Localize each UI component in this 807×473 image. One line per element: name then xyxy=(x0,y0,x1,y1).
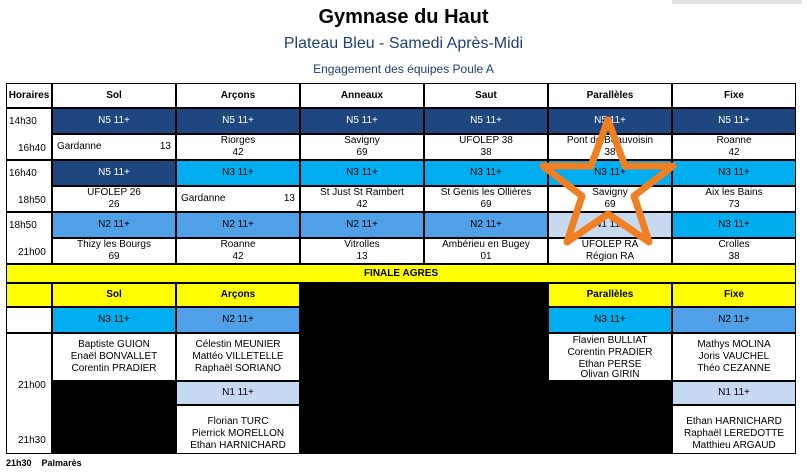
category-cell: N5 11+ xyxy=(672,108,796,134)
gymnast-name: Raphaël SORIANO xyxy=(194,363,282,374)
finale-gymnasts-arcons xyxy=(176,333,300,381)
finale-cat-time-cell xyxy=(6,307,52,333)
team-name: Roanne xyxy=(716,135,752,146)
team-name: Vitrolles xyxy=(344,239,380,250)
team-cell xyxy=(672,134,796,160)
team-cell xyxy=(672,186,796,212)
team-cell xyxy=(672,238,796,264)
team-cell xyxy=(300,134,424,160)
finale-blank-block xyxy=(300,283,548,454)
gymnast-name: Célestin MEUNIER xyxy=(195,339,281,350)
team-department: 69 xyxy=(356,147,368,158)
team-department: 38 xyxy=(728,251,740,262)
finale-blank-sol xyxy=(52,381,176,454)
time-start: 18h50 xyxy=(9,220,37,231)
time-end: 16h40 xyxy=(18,143,46,154)
finale-cat2-fixe: N1 11+ xyxy=(672,381,796,405)
team-cell xyxy=(52,238,176,264)
team-department: 13 xyxy=(159,141,171,152)
gymnast-name: Mathys MOLINA xyxy=(697,339,771,350)
team-name: Aix les Bains xyxy=(705,187,763,198)
finale-header-fixe: Fixe xyxy=(672,283,796,307)
finale-gymnasts-paralleles xyxy=(548,333,672,381)
col-header-arcons: Arçons xyxy=(176,83,300,108)
team-department: 42 xyxy=(232,251,244,262)
team-department: 38 xyxy=(604,147,616,158)
gymnast-name: Ethan HARNICHARD xyxy=(686,416,782,427)
gymnast-name: Mattéo VILLETELLE xyxy=(192,351,284,362)
gymnast-name: Corentin PRADIER xyxy=(71,363,157,374)
team-department: 13 xyxy=(356,251,368,262)
gymnast-name: Corentin PRADIER xyxy=(567,347,653,358)
finale-blank-paralleles xyxy=(548,381,672,454)
category-cell: N5 11+ xyxy=(52,160,176,186)
finale-cat-sol: N3 11+ xyxy=(52,307,176,333)
team-name: Gardanne xyxy=(181,193,226,204)
team-department: 01 xyxy=(480,251,492,262)
team-name: St Just St Rambert xyxy=(320,187,404,198)
team-name: Savigny xyxy=(592,187,628,198)
team-department: 42 xyxy=(232,147,244,158)
team-department: Région RA xyxy=(585,251,635,262)
col-header-anneaux: Anneaux xyxy=(300,83,424,108)
category-cell: N1 11+ xyxy=(548,212,672,238)
team-cell xyxy=(52,186,176,212)
team-name: UFOLEP 38 xyxy=(459,135,513,146)
col-header-fixe: Fixe xyxy=(672,83,796,108)
team-department: 73 xyxy=(728,199,740,210)
category-cell: N3 11+ xyxy=(672,160,796,186)
finale-header-arcons: Arçons xyxy=(176,283,300,307)
col-header-saut: Saut xyxy=(424,83,548,108)
category-cell: N3 11+ xyxy=(672,212,796,238)
team-name: Thizy les Bourgs xyxy=(77,239,151,250)
team-department: 42 xyxy=(356,199,368,210)
star-annotation-icon xyxy=(530,108,690,248)
team-name: Crolles xyxy=(718,239,750,250)
team-cell xyxy=(176,238,300,264)
team-name: Gardanne xyxy=(57,141,102,152)
team-department: 13 xyxy=(283,193,295,204)
category-cell: N5 11+ xyxy=(52,108,176,134)
category-cell: N3 11+ xyxy=(548,160,672,186)
finale-gymnasts-sol xyxy=(52,333,176,381)
corner-decoration xyxy=(672,0,802,4)
gymnast-name: Florian TURC xyxy=(207,416,269,427)
page-subtitle: Plateau Bleu - Samedi Après-Midi xyxy=(283,35,524,52)
category-cell: N5 11+ xyxy=(548,108,672,134)
category-cell: N2 11+ xyxy=(300,212,424,238)
gymnast-name: Baptiste GUION xyxy=(78,339,150,350)
team-name: Roanne xyxy=(220,239,256,250)
star-shape xyxy=(543,120,673,242)
team-cell xyxy=(176,186,300,212)
page-title: Gymnase du Haut xyxy=(318,6,489,28)
finale-header-paralleles: Parallèles xyxy=(548,283,672,307)
finale-gymnasts2-fixe xyxy=(672,405,796,454)
team-cell xyxy=(176,134,300,160)
category-cell: N5 11+ xyxy=(300,108,424,134)
team-department: 69 xyxy=(108,251,120,262)
palmares-time: 21h30 xyxy=(6,458,32,468)
gymnast-name: Joris VAUCHEL xyxy=(698,351,770,362)
col-header-paralleles: Parallèles xyxy=(548,83,672,108)
finale-banner: FINALE AGRES xyxy=(6,264,796,283)
team-name: UFOLEP 26 xyxy=(87,187,141,198)
category-cell: N3 11+ xyxy=(300,160,424,186)
finale-cat-fixe: N2 11+ xyxy=(672,307,796,333)
team-department: 69 xyxy=(480,199,492,210)
palmares-label: Palmarès xyxy=(41,458,82,468)
team-department: 26 xyxy=(108,199,120,210)
finale-gymnasts-fixe xyxy=(672,333,796,381)
finale-time-start: 21h00 xyxy=(18,380,46,391)
team-department: 69 xyxy=(604,199,616,210)
category-cell: N5 11+ xyxy=(176,108,300,134)
gymnast-name: Matthieu ARGAUD xyxy=(692,440,776,451)
gymnast-name: Raphaël LEREDOTTE xyxy=(683,428,785,439)
gymnast-name: Ethan PERSE xyxy=(578,359,642,370)
gymnast-name: Enaël BONVALLET xyxy=(70,351,158,362)
team-name: Savigny xyxy=(344,135,380,146)
finale-time-end: 21h30 xyxy=(18,435,46,446)
time-start: 14h30 xyxy=(9,116,37,127)
finale-header-sol: Sol xyxy=(52,283,176,307)
team-cell xyxy=(300,238,424,264)
finale-cat2-arcons: N1 11+ xyxy=(176,381,300,405)
category-cell: N2 11+ xyxy=(52,212,176,238)
col-header-horaires: Horaires xyxy=(6,83,52,108)
category-cell: N3 11+ xyxy=(424,160,548,186)
col-header-sol: Sol xyxy=(52,83,176,108)
gymnast-name: Pierrick MORELLON xyxy=(191,428,285,439)
category-cell: N5 11+ xyxy=(424,108,548,134)
team-name: Riorges xyxy=(220,135,256,146)
time-end: 21h00 xyxy=(18,247,46,258)
time-end: 18h50 xyxy=(18,195,46,206)
team-name: UFOLEP RA xyxy=(581,239,639,250)
gymnast-name: Théo CEZANNE xyxy=(697,363,771,374)
palmares-line xyxy=(6,458,82,468)
team-name: St Genis les Ollières xyxy=(440,187,532,198)
time-start: 16h40 xyxy=(9,168,37,179)
section-title: Engagement des équipes Poule A xyxy=(313,62,494,76)
finale-cat-paralleles: N3 11+ xyxy=(548,307,672,333)
finale-cat-arcons: N2 11+ xyxy=(176,307,300,333)
category-cell: N2 11+ xyxy=(176,212,300,238)
gymnast-name: Olivan GIRIN xyxy=(580,369,640,380)
category-cell: N2 11+ xyxy=(424,212,548,238)
gymnast-name: Flavien BULLIAT xyxy=(572,335,648,346)
team-name: Ambérieu en Bugey xyxy=(442,239,530,250)
category-cell: N3 11+ xyxy=(176,160,300,186)
team-department: 42 xyxy=(728,147,740,158)
team-department: 38 xyxy=(480,147,492,158)
team-name: Pont de Beauvoisin xyxy=(566,135,654,146)
finale-gymnasts2-arcons xyxy=(176,405,300,454)
finale-time-header xyxy=(6,283,52,307)
team-cell xyxy=(52,134,176,160)
team-cell xyxy=(300,186,424,212)
gymnast-name: Ethan HARNICHARD xyxy=(190,440,286,451)
